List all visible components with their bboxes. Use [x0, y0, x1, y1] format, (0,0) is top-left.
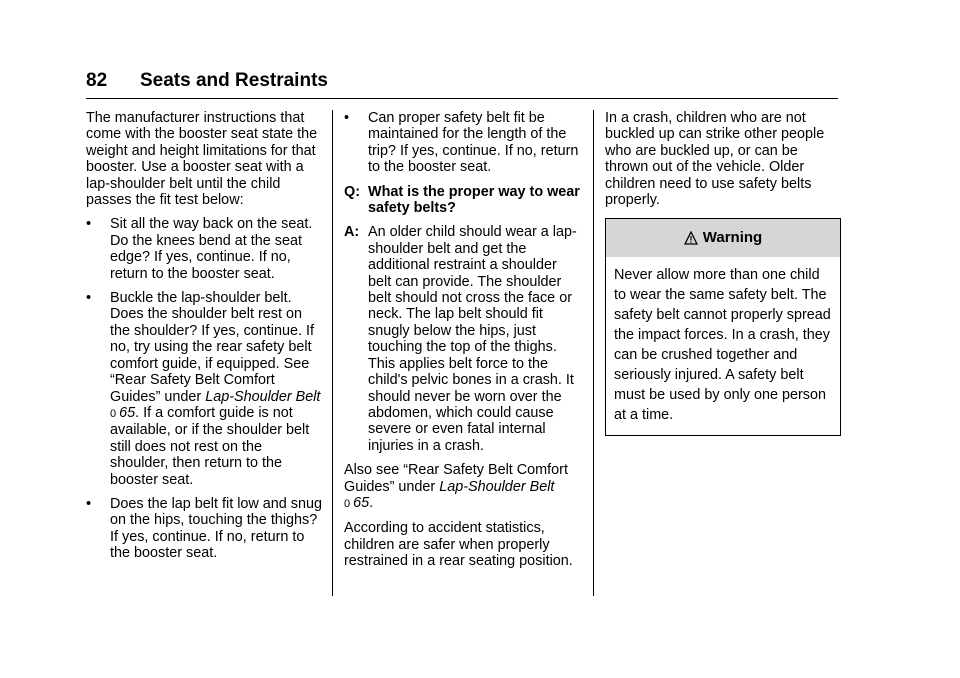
- crash-paragraph: In a crash, children who are not buckled up can strike other people who are buckled up, or can be thrown out of the vehicle. Older children need to use safety belts properly.: [605, 110, 825, 209]
- cross-reference-title: Lap-Shoulder Belt: [205, 388, 321, 405]
- bullet-icon: •: [344, 110, 350, 126]
- question-label: Q:: [344, 183, 360, 200]
- list-item: [86, 216, 322, 282]
- column-3: [605, 110, 841, 436]
- bullet-text-part: Buckle the lap-shoulder belt. Does the shoulder belt rest on the shoulder? If yes, continue. If no, try using the rear safety belt comfort guide, if equipped. See “Rear Safety Belt Comfort Guides” under: [110, 290, 314, 405]
- section-title: Seats and Restraints: [140, 70, 328, 91]
- bullet-icon: •: [86, 495, 92, 512]
- answer-text: An older child should wear a lap-shoulder belt and get the additional restraint a shoulder belt can provide. The shoulder belt should not cross the face or neck. The lap belt should fit snugly below the hips, just touching the top of the thighs. This applies belt force to the child's pelvic bones in a crash. It should never be worn over the abdomen, which could cause severe or even fatal internal injuries in a crash.: [368, 224, 577, 454]
- warning-header: [606, 219, 840, 257]
- bullet-text: [110, 290, 322, 488]
- also-see-text: Also see “Rear Safety Belt Comfort Guides” under: [344, 462, 568, 495]
- list-item: [344, 110, 580, 176]
- statistics-paragraph: According to accident statistics, children are safer when properly restrained in a rear seating position.: [344, 520, 573, 570]
- answer-block: [344, 224, 580, 454]
- bullet-text-part: . If a comfort guide is not available, or if the shoulder belt still does not rest on the shoulder, then return to the booster seat.: [110, 404, 310, 488]
- header-rule: [86, 98, 838, 99]
- also-see-paragraph: [344, 462, 580, 512]
- also-see-end: .: [369, 494, 374, 511]
- cross-reference-title: Lap-Shoulder Belt: [439, 478, 555, 495]
- answer-label: A:: [344, 224, 360, 241]
- bullet-text: Does the lap belt fit low and snug on the hips, touching the thighs? If yes, continue. If no, return to the booster seat.: [110, 495, 322, 562]
- bullet-icon: •: [86, 216, 92, 233]
- bullet-text: Can proper safety belt fit be maintained for the length of the trip? If yes, continue. If no, return to the booster seat.: [368, 110, 579, 176]
- question-text: What is the proper way to wear safety belts?: [368, 183, 580, 217]
- warning-box: [605, 218, 841, 436]
- page-reference-link[interactable]: 65: [119, 404, 136, 421]
- list-item: [86, 496, 322, 562]
- column-divider-2: [593, 110, 594, 596]
- warning-triangle-icon: [684, 231, 698, 245]
- intro-paragraph: The manufacturer instructions that come with the booster seat state the weight and height limitations for that booster. Use a booster seat with a lap-shoulder belt until the child passes the fit test below:: [86, 110, 318, 209]
- warning-body: Never allow more than one child to wear the same safety belt. The safety belt cannot properly spread the impact forces. In a crash, they can be crushed together and seriously injured. A safety belt must be used by only one person at a time.: [614, 267, 831, 424]
- list-item: [86, 290, 322, 488]
- column-divider-1: [332, 110, 333, 596]
- warning-title: Warning: [702, 229, 763, 247]
- question-block: [344, 184, 580, 217]
- page-header: [86, 70, 328, 92]
- bullet-text: Sit all the way back on the seat. Do the knees bend at the seat edge? If yes, continue. If no, return to the booster seat.: [110, 216, 313, 282]
- page-number: 82: [86, 70, 108, 91]
- page-reference-link[interactable]: 65: [353, 494, 370, 511]
- column-2: [344, 110, 580, 578]
- column-1: [86, 110, 322, 570]
- page-reference-icon: 0: [344, 497, 351, 510]
- bullet-icon: •: [86, 290, 92, 307]
- page-reference-icon: 0: [110, 407, 117, 420]
